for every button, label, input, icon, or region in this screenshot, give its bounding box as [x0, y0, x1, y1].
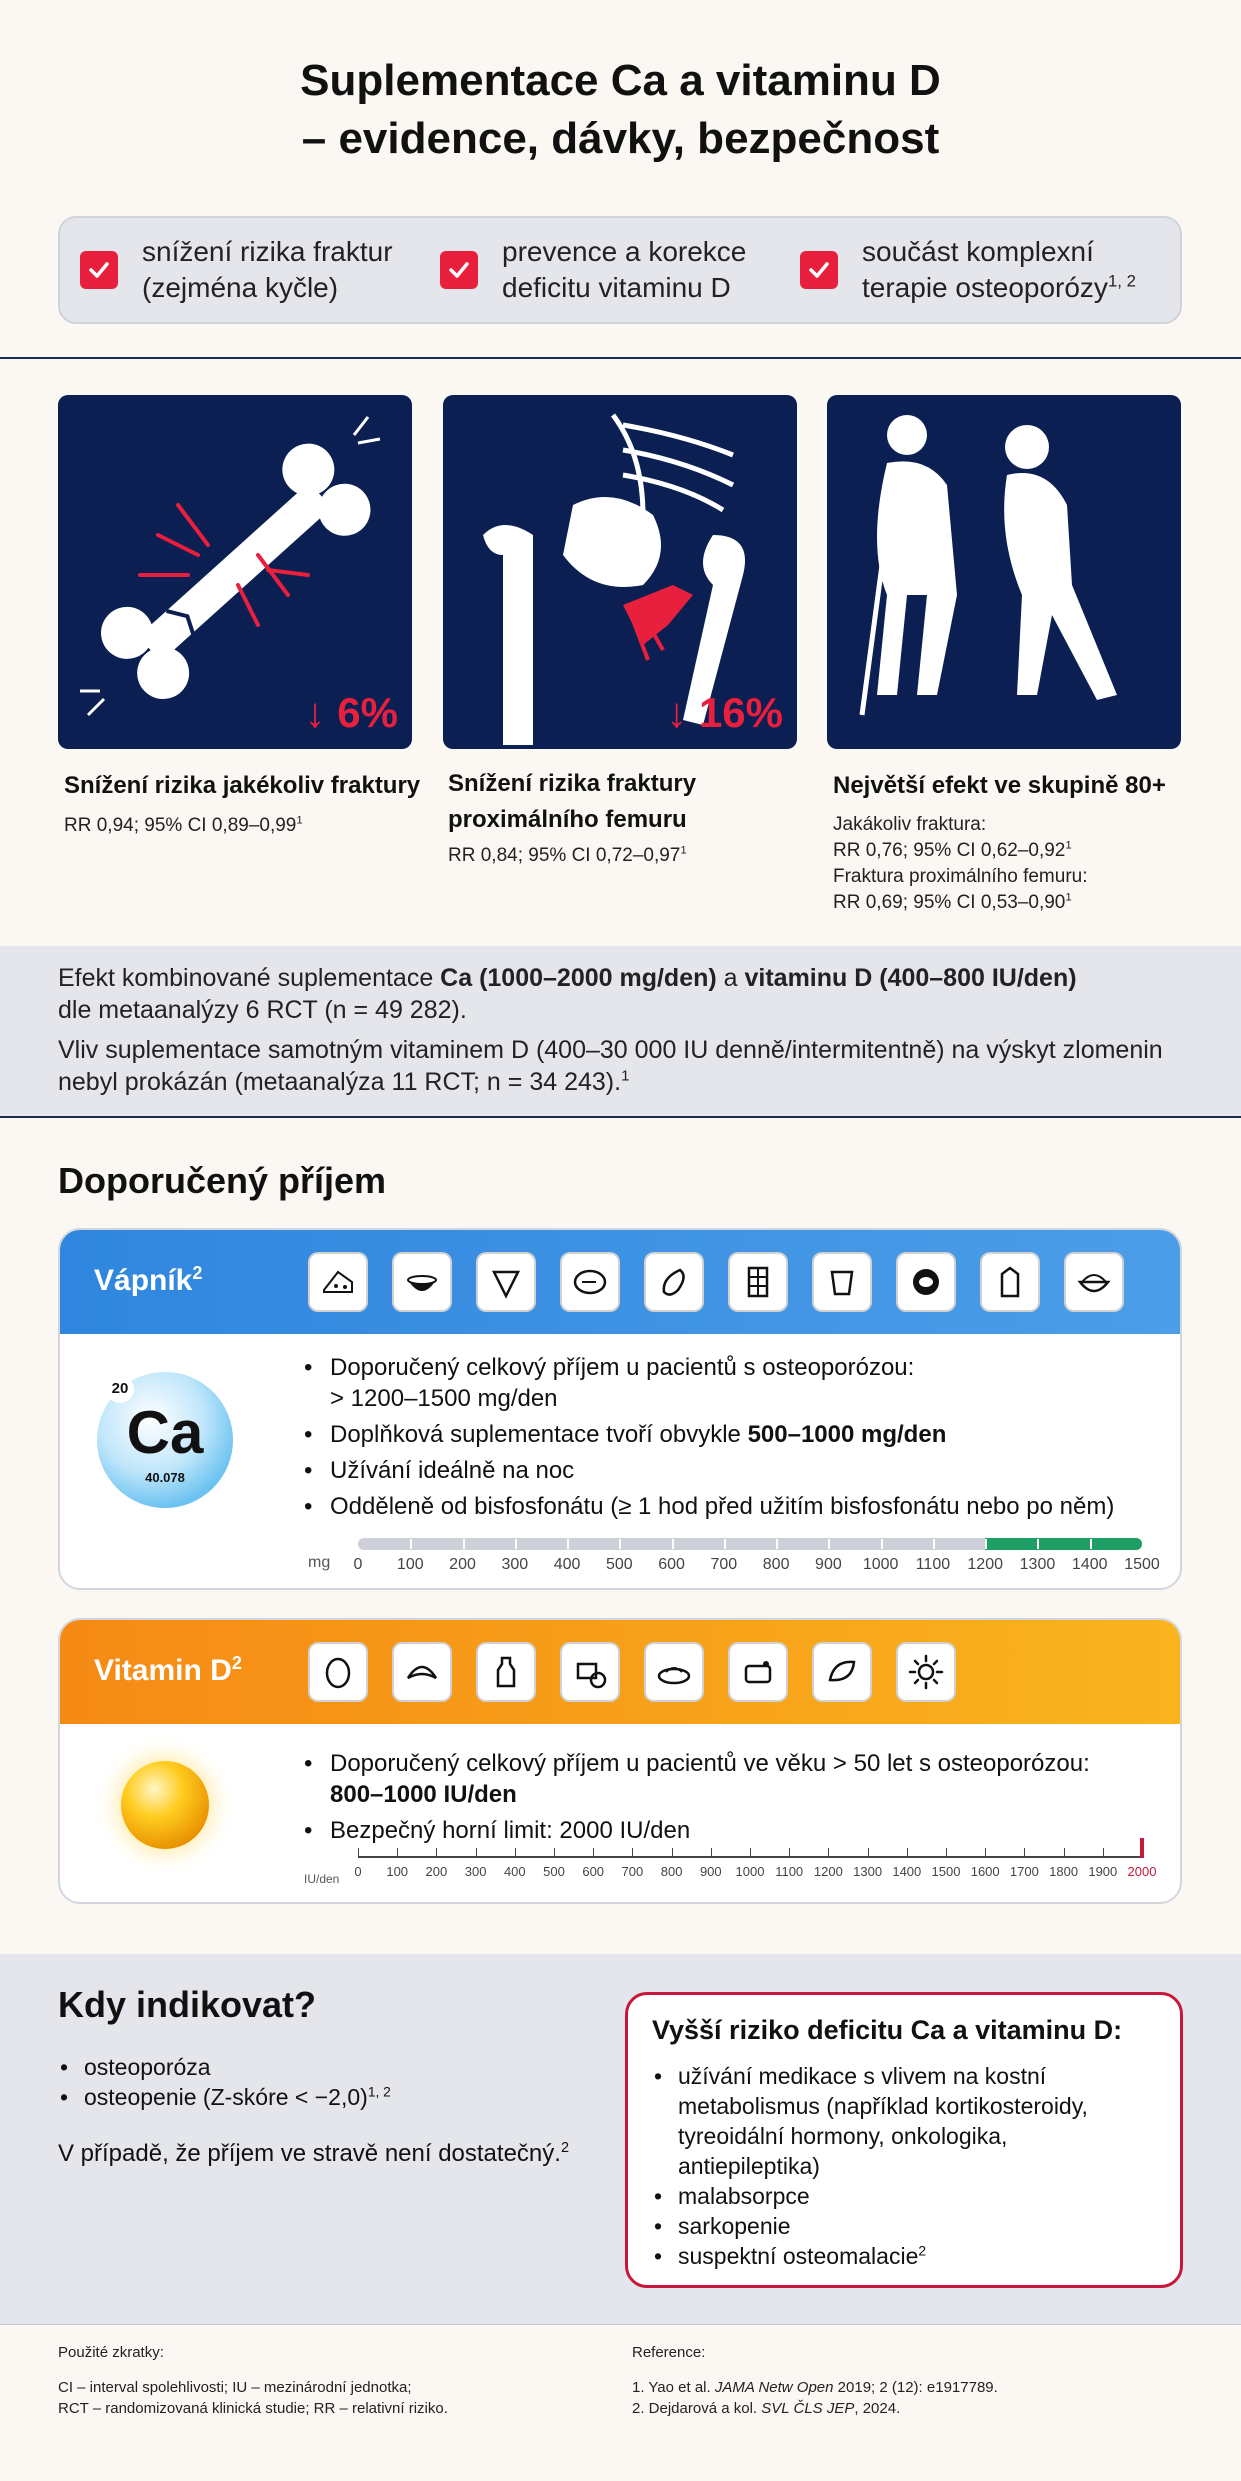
margarine-icon [728, 1642, 788, 1702]
tick-label: 1900 [1088, 1864, 1118, 1879]
tick-mark [933, 1539, 935, 1549]
bullet-item: • Doplňková suplementace tvoří obvykle 500–1000 mg/den [300, 1419, 1160, 1450]
beans-icon [644, 1252, 704, 1312]
tick-label: 800 [660, 1864, 683, 1879]
tick-mark [593, 1848, 594, 1856]
tick-mark [672, 1539, 674, 1549]
tick-mark [554, 1848, 555, 1856]
tick-mark [436, 1848, 437, 1856]
calcium-bullets [300, 1352, 1160, 1527]
tick-label: 900 [699, 1864, 722, 1879]
tick-label: 1000 [735, 1864, 765, 1879]
tick-label: 1400 [892, 1864, 922, 1879]
tick-mark [672, 1848, 673, 1856]
tick-label: 400 [553, 1556, 581, 1573]
title-line-2: – evidence, dávky, bezpečnost [301, 114, 940, 163]
vitamin-d-panel [58, 1618, 1182, 1904]
risk-item: • malabsorpce [652, 2181, 1152, 2211]
vitamin-d-label: Vitamin $D^2$ [94, 1653, 242, 1687]
tick-label: 700 [621, 1864, 644, 1879]
bullet-item: • Doporučený celkový příjem u pacientů ve věku > 50 let s osteoporózou: 800–1000 IU/den [300, 1748, 1160, 1810]
tick-label: 1300 [1019, 1556, 1056, 1573]
bullet-item: • Užívání ideálně na noc [300, 1455, 1160, 1486]
checkmark-icon [800, 251, 838, 289]
atomic-mass: 40.078 [145, 1470, 185, 1485]
tick-mark [985, 1539, 987, 1549]
tick-label: 200 [425, 1864, 448, 1879]
fish-plate-icon [644, 1642, 704, 1702]
fish-icon [560, 1252, 620, 1312]
indication-item: • osteoporóza [58, 2052, 391, 2082]
tick-label: 600 [658, 1556, 685, 1573]
tick-label: 0 [353, 1556, 363, 1573]
milk-carton-icon [980, 1252, 1040, 1312]
references: Reference: 1. Yao et al. JAMA Netw Open 2019; 2 (12): e1917789. 2. Dejdarová a kol. SVL ČLS JEP, 2024. [632, 2344, 998, 2417]
divider [0, 357, 1241, 359]
upper-limit-marker [1140, 1838, 1144, 1858]
tick-mark [907, 1848, 908, 1856]
tick-mark [711, 1848, 712, 1856]
page-title [0, 52, 1241, 168]
risk-reduction-value: ↓ 16% [666, 689, 783, 736]
vitamin-d-header [60, 1620, 1180, 1724]
calcium-label: Vápník$^2$ [94, 1263, 203, 1297]
tick-label: 100 [396, 1556, 424, 1573]
risk-title: Vyšší riziko deficitu Ca a vitaminu D: [652, 2015, 1123, 2045]
egg-icon [308, 1642, 368, 1702]
tick-mark [776, 1539, 778, 1549]
rice-bowl-icon [1064, 1252, 1124, 1312]
divider [0, 2324, 1241, 2325]
tick-label: 500 [605, 1556, 633, 1573]
tick-label: 1800 [1049, 1864, 1079, 1879]
card-stat: RR 0,94; 95% CI 0,89–0,99$^1$ [64, 814, 303, 836]
tick-mark [985, 1848, 986, 1856]
tick-label: 1400 [1071, 1556, 1108, 1573]
risk-item: • užívání medikace s vlivem na kostní metabolismus (například kortikosteroidy, tyreoidální hormony, onkologika, antiepileptika) [652, 2061, 1152, 2181]
tick-mark [750, 1848, 751, 1856]
recommended-range-fill [985, 1538, 1142, 1550]
tick-label: 1100 [775, 1864, 804, 1879]
tick-mark [476, 1848, 477, 1856]
tick-mark [358, 1848, 359, 1856]
card-title: Největší efekt ve skupině 80+ [833, 772, 1166, 799]
tick-label: 300 [501, 1556, 529, 1573]
tick-mark [567, 1539, 569, 1549]
evidence-band [0, 946, 1241, 1116]
tick-label: 2000 [1127, 1864, 1157, 1879]
benefits-strip [58, 216, 1182, 324]
risk-reduction-value: ↓ 6% [304, 689, 398, 736]
abbreviations: Použité zkratky: CI – interval spolehlivosti; IU – mezinárodní jednotka; RCT – randomizovaná klinická studie; RR – relativní riziko. [58, 2344, 448, 2417]
tick-label: 900 [815, 1556, 842, 1573]
tick-mark [1024, 1848, 1025, 1856]
cheese-plate-icon [560, 1642, 620, 1702]
tick-mark [1037, 1539, 1039, 1549]
coconut-icon [896, 1252, 956, 1312]
scale-axis [358, 1856, 1142, 1858]
benefit-text: prevence a korekce deficitu vitaminu D [502, 236, 747, 303]
tick-label: 1200 [813, 1864, 843, 1879]
salmon-icon [812, 1642, 872, 1702]
tick-label: 800 [762, 1556, 790, 1573]
tick-mark [946, 1848, 947, 1856]
tick-mark [463, 1539, 465, 1549]
nuts-icon [476, 1252, 536, 1312]
sun-icon [896, 1642, 956, 1702]
checkmark-icon [440, 251, 478, 289]
indication-item: • osteopenie (Z-skóre < −2,0)$^{1, 2}$ [58, 2082, 391, 2112]
element-symbol: Ca [126, 1399, 204, 1466]
bowl-icon [392, 1252, 452, 1312]
tick-mark [632, 1848, 633, 1856]
tick-label: 200 [449, 1556, 476, 1573]
tick-label: 1600 [970, 1864, 1000, 1879]
milk-bottle-icon [476, 1642, 536, 1702]
indication-list [58, 2052, 391, 2112]
tick-mark [1103, 1848, 1104, 1856]
benefit-item [440, 234, 800, 306]
tick-mark [410, 1539, 412, 1549]
tick-label: 1500 [1124, 1556, 1160, 1573]
benefit-text: snížení rizika fraktur (zejména kyčle) [142, 236, 393, 303]
tick-mark [724, 1539, 726, 1549]
card-stat: RR 0,84; 95% CI 0,72–0,97$^1$ [448, 844, 687, 866]
tick-mark [619, 1539, 621, 1549]
vitamin-d-bullets [300, 1748, 1160, 1851]
scale-unit: IU/den [304, 1872, 340, 1886]
tick-label: 1200 [967, 1556, 1003, 1573]
tick-label: 1100 [915, 1556, 951, 1573]
elderly-card [827, 395, 1181, 749]
tick-label: 700 [710, 1556, 738, 1573]
tick-mark [397, 1848, 398, 1856]
card-title: Snížení rizika fraktury proximálního femuru [448, 770, 697, 833]
tick-label: 0 [354, 1864, 362, 1879]
evidence-paragraph: Efekt kombinované suplementace Ca (1000–2000 mg/den) a vitaminu D (400–800 IU/den) dle metaanalýzy 6 RCT (n = 49 282). [58, 964, 1077, 1024]
risk-box [625, 1992, 1183, 2288]
tick-label: 500 [543, 1864, 565, 1879]
tick-label: 1500 [931, 1864, 961, 1879]
benefit-item [80, 234, 440, 306]
risk-item: • sarkopenie [652, 2211, 1152, 2241]
title-line-1: Suplementace Ca a vitaminu D [300, 56, 941, 105]
bullet-item: • Odděleně od bisfosfonátu (≥ 1 hod před užitím bisfosfonátu nebo po něm) [300, 1491, 1160, 1522]
indication-heading: Kdy indikovat? [58, 1984, 317, 2025]
vitamin-d-capsule-icon [90, 1730, 240, 1880]
chocolate-icon [728, 1252, 788, 1312]
tick-label: 100 [386, 1864, 409, 1879]
calcium-header [60, 1230, 1180, 1334]
atomic-number: 20 [106, 1375, 134, 1403]
tick-label: 300 [464, 1864, 487, 1879]
card-title: Snížení rizika jakékoliv fraktury [64, 772, 421, 799]
cheese-icon [308, 1252, 368, 1312]
evidence-paragraph: Vliv suplementace samotným vitaminem D (400–30 000 IU denně/intermitentně) na výskyt zlomenin nebyl prokázán (metaanalýza 11 RCT; n = 34 243).$^1$ [58, 1036, 1163, 1096]
scale-unit: mg [308, 1554, 331, 1571]
card-stat: Jakákoliv fraktura: RR 0,76; 95% CI 0,62–0,92$^1$ Fraktura proximálního femuru: RR 0,69; 95% CI 0,53–0,90$^1$ [833, 814, 1088, 913]
bullet-item: • Bezpečný horní limit: 2000 IU/den [300, 1815, 1160, 1846]
bullet-item: • Doporučený celkový příjem u pacientů s osteoporózou: > 1200–1500 mg/den [300, 1352, 1160, 1414]
tick-mark [881, 1539, 883, 1549]
tick-label: 1000 [862, 1556, 899, 1573]
tick-mark [515, 1539, 517, 1549]
benefit-item [800, 234, 1160, 306]
tick-label: 600 [582, 1864, 605, 1879]
hip-fracture-card [443, 395, 797, 749]
indication-note: V případě, že příjem ve stravě není dostatečný.$^2$ [58, 2140, 569, 2167]
fracture-card [58, 395, 412, 749]
tick-mark [1090, 1539, 1092, 1549]
risk-item: • suspektní osteomalacie$^2$ [652, 2241, 1152, 2271]
tick-mark [828, 1539, 830, 1549]
tick-mark [868, 1848, 869, 1856]
checkmark-icon [80, 251, 118, 289]
risk-list [652, 2061, 1152, 2271]
elderly-couple-icon [827, 395, 1181, 749]
tick-mark [828, 1848, 829, 1856]
benefit-text: součást komplexní terapie osteoporózy$^{1, 2}$ [862, 236, 1136, 303]
calcium-panel [58, 1228, 1182, 1590]
tick-mark [1064, 1848, 1065, 1856]
croissant-icon [392, 1642, 452, 1702]
tick-label: 400 [503, 1864, 526, 1879]
tick-mark [789, 1848, 790, 1856]
tick-mark [515, 1848, 516, 1856]
yogurt-icon [812, 1252, 872, 1312]
tick-label: 1300 [853, 1864, 883, 1879]
tick-label: 1700 [1009, 1864, 1039, 1879]
section-heading: Doporučený příjem [58, 1160, 387, 1201]
divider [0, 1116, 1241, 1118]
